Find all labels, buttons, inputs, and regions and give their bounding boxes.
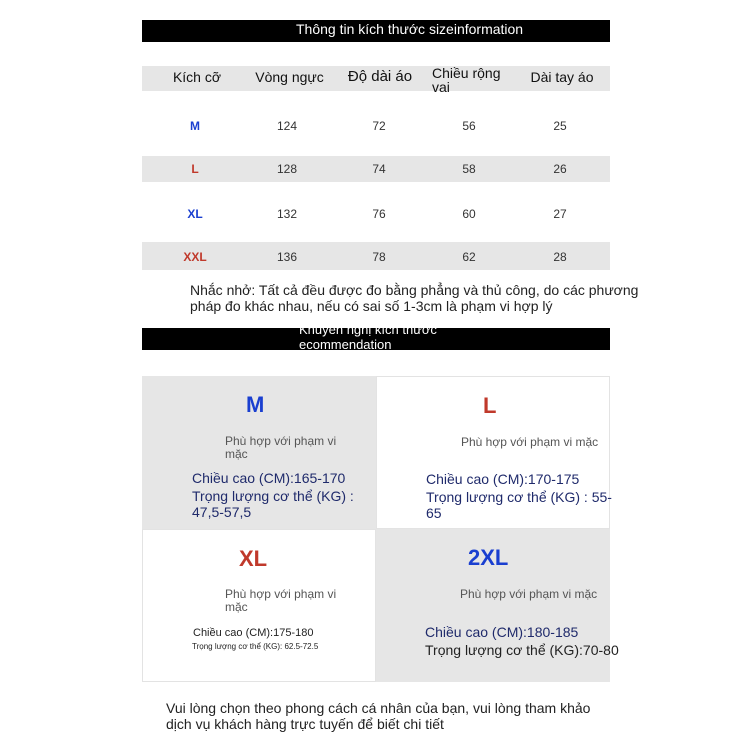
sleeve-value: 27 bbox=[553, 207, 567, 221]
fit-range-label: Phù hợp với phạm vi mặc bbox=[460, 587, 598, 601]
size-info-title: Thông tin kích thước sizeinformation bbox=[296, 21, 524, 37]
recommendation-title: Khuyến nghị kích thước ecommendation bbox=[299, 322, 437, 352]
measurement-note: Nhắc nhở: Tất cả đều được đo bằng phẳng và thủ công, do các phương pháp đo khác nhau, nếu có sai số 1-3cm là phạm vi hợp lý bbox=[190, 282, 639, 314]
size-card-2xl bbox=[376, 529, 619, 682]
size-label: L bbox=[191, 162, 199, 176]
length-value: 74 bbox=[372, 162, 386, 176]
sleeve-value: 26 bbox=[553, 162, 567, 176]
size-card-m bbox=[142, 376, 376, 529]
sleeve-value: 25 bbox=[553, 119, 567, 133]
length-value: 78 bbox=[372, 250, 386, 264]
shoulder-value: 62 bbox=[462, 250, 476, 264]
size-card-xl bbox=[142, 529, 376, 682]
fit-range-label: Phù hợp với phạm vi mặc bbox=[225, 587, 337, 614]
shoulder-value: 56 bbox=[462, 119, 476, 133]
height-range: Chiều cao (CM):180-185 bbox=[425, 624, 579, 640]
size-card-label: M bbox=[246, 392, 265, 417]
height-range: Chiều cao (CM):170-175 bbox=[426, 471, 580, 487]
size-label: XL bbox=[187, 207, 203, 221]
size-card-l bbox=[376, 376, 610, 529]
length-value: 72 bbox=[372, 119, 386, 133]
fit-range-label: Phù hợp với phạm vi mặc bbox=[461, 435, 599, 449]
length-value: 76 bbox=[372, 207, 386, 221]
table-row bbox=[142, 156, 610, 182]
size-label: M bbox=[190, 119, 200, 133]
size-card-label: XL bbox=[239, 546, 268, 571]
chest-value: 128 bbox=[276, 162, 298, 176]
weight-range: Trọng lượng cơ thể (KG) : 55-65 bbox=[426, 489, 612, 521]
table-row bbox=[142, 242, 610, 270]
weight-range: Trọng lượng cơ thể (KG) : 47,5-57,5 bbox=[192, 488, 354, 520]
size-card-label: L bbox=[483, 393, 497, 418]
height-range: Chiều cao (CM):165-170 bbox=[192, 470, 346, 486]
chest-value: 124 bbox=[276, 119, 298, 133]
table-header-row bbox=[142, 65, 610, 95]
header-sleeve: Dài tay áo bbox=[530, 69, 594, 85]
size-table bbox=[142, 66, 610, 270]
header-chest: Vòng ngực bbox=[255, 69, 324, 85]
weight-range: Trọng lượng cơ thể (KG): 62.5-72.5 bbox=[192, 642, 319, 651]
chest-value: 136 bbox=[276, 250, 298, 264]
recommendation-grid bbox=[142, 376, 619, 682]
size-info-title-bar bbox=[142, 20, 610, 42]
size-card-label: 2XL bbox=[468, 545, 509, 570]
table-row bbox=[142, 202, 610, 226]
sleeve-value: 28 bbox=[553, 250, 567, 264]
fit-range-label: Phù hợp với phạm vi mặc bbox=[225, 434, 337, 461]
weight-range: Trọng lượng cơ thể (KG):70-80 bbox=[425, 642, 619, 658]
footer-advice: Vui lòng chọn theo phong cách cá nhân của bạn, vui lòng tham khảo dịch vụ khách hàng trực tuyến để biết chi tiết bbox=[166, 700, 591, 732]
recommendation-title-bar bbox=[142, 322, 610, 352]
shoulder-value: 58 bbox=[462, 162, 476, 176]
chest-value: 132 bbox=[276, 207, 298, 221]
size-label: XXL bbox=[183, 250, 207, 264]
table-row bbox=[142, 114, 610, 138]
header-length: Độ dài áo bbox=[347, 68, 413, 85]
header-size: Kích cỡ bbox=[172, 69, 222, 85]
shoulder-value: 60 bbox=[462, 207, 476, 221]
header-shoulder: Chiều rộng vai bbox=[432, 65, 501, 95]
height-range: Chiều cao (CM):175-180 bbox=[193, 627, 314, 639]
